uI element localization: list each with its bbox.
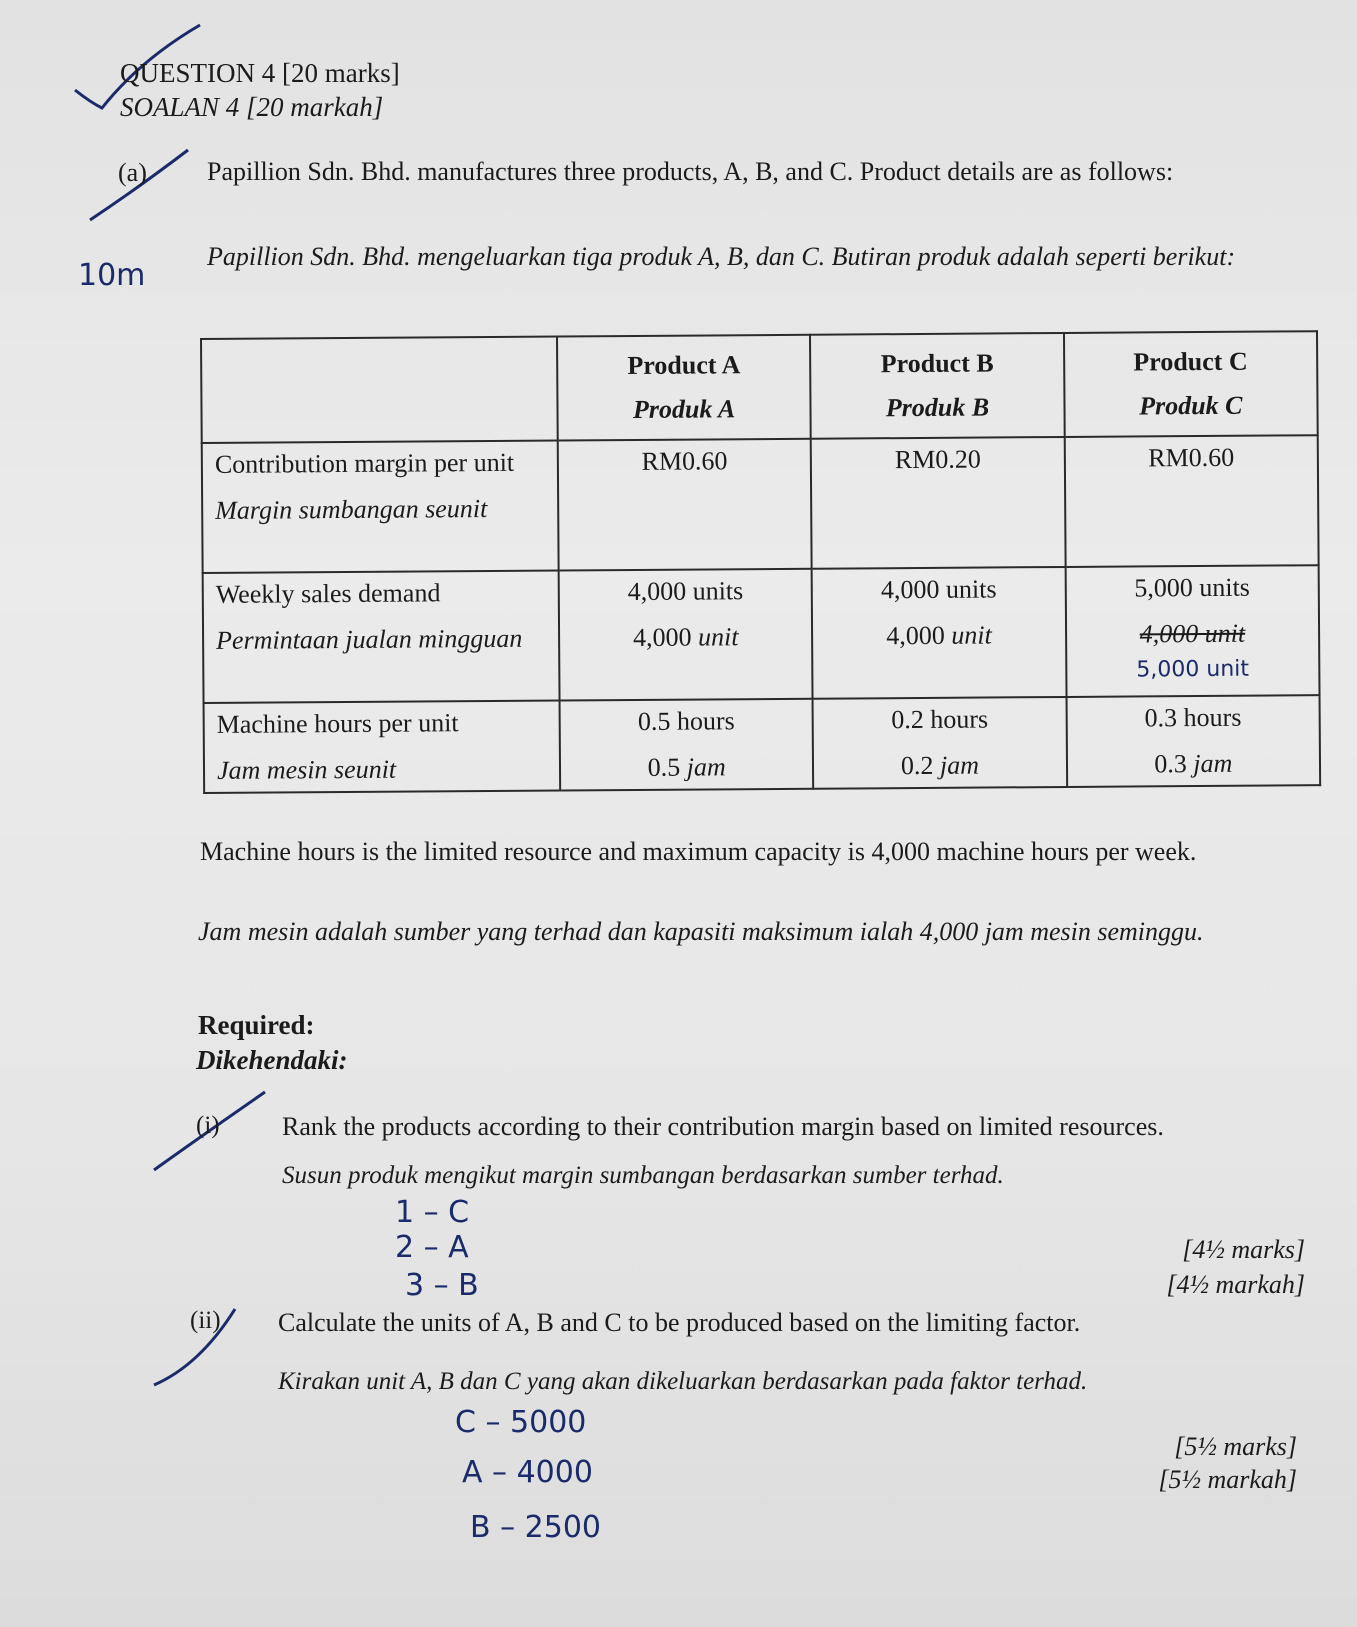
- row-label: Contribution margin per unit Margin sumbangan seunit: [202, 441, 559, 573]
- marks-label: [4½ marks]: [1182, 1235, 1305, 1264]
- column-header: Product A Produk A: [557, 335, 811, 441]
- handwritten-answer: 3 – B: [405, 1268, 479, 1303]
- required-heading: Required:: [198, 1010, 315, 1040]
- row-label: Machine hours per unit Jam mesin seunit: [204, 700, 561, 792]
- column-header: Product C Produk C: [1064, 331, 1318, 437]
- column-header: Product B Produk B: [810, 333, 1064, 439]
- table-cell: 4,000 units 4,000 unit: [812, 567, 1066, 699]
- table-cell: RM0.20: [811, 437, 1065, 569]
- question-i-malay: Susun produk mengikut margin sumbangan berdasarkan sumber terhad.: [282, 1162, 1004, 1189]
- table-cell: 0.5 hours 0.5 jam: [560, 699, 814, 791]
- table-cell: RM0.60: [558, 439, 812, 571]
- intro-english: Papillion Sdn. Bhd. manufactures three products, A, B, and C. Product details are as follows:: [207, 157, 1174, 186]
- handwritten-answer: B – 2500: [470, 1510, 602, 1545]
- marks-label-malay: [4½ markah]: [1166, 1270, 1305, 1299]
- table-corner-cell: [201, 337, 558, 443]
- marks-label-malay: [5½ markah]: [1158, 1465, 1297, 1494]
- table-header-row: [201, 331, 1318, 443]
- table-row: [204, 695, 1321, 793]
- handwritten-answer: 2 – A: [395, 1230, 469, 1265]
- table-cell: RM0.60: [1064, 435, 1318, 567]
- handwritten-correction: 5,000 unit: [1136, 656, 1250, 683]
- limiting-factor-malay: Jam mesin adalah sumber yang terhad dan kapasiti maksimum ialah 4,000 jam mesin seminggu.: [198, 917, 1204, 946]
- handwritten-marks: 10m: [78, 258, 146, 293]
- table-row: [203, 565, 1320, 703]
- sub-question-label: (i): [196, 1112, 220, 1139]
- limiting-factor-english: Machine hours is the limited resource and maximum capacity is 4,000 machine hours per week.: [200, 837, 1197, 866]
- question-ii-english: Calculate the units of A, B and C to be produced based on the limiting factor.: [278, 1308, 1081, 1337]
- handwritten-answer: 1 – C: [395, 1195, 470, 1230]
- sub-question-label: (ii): [190, 1307, 221, 1334]
- question-i-english: Rank the products according to their contribution margin based on limited resources.: [282, 1112, 1164, 1141]
- struck-value: 4,000 unit: [1139, 618, 1246, 649]
- marks-label: [5½ marks]: [1174, 1432, 1297, 1461]
- required-heading-malay: Dikehendaki:: [196, 1045, 348, 1075]
- question-title-malay: SOALAN 4 [20 markah]: [120, 92, 384, 122]
- table-cell: 0.3 hours 0.3 jam: [1066, 695, 1320, 787]
- handwritten-answer: A – 4000: [462, 1455, 593, 1490]
- part-a-label: (a): [118, 158, 147, 187]
- table-cell: 4,000 units 4,000 unit: [559, 569, 813, 701]
- question-title: QUESTION 4 [20 marks]: [120, 58, 400, 88]
- question-ii-malay: Kirakan unit A, B dan C yang akan dikeluarkan berdasarkan pada faktor terhad.: [278, 1368, 1088, 1395]
- table-row: [202, 435, 1319, 573]
- intro-malay: Papillion Sdn. Bhd. mengeluarkan tiga produk A, B, dan C. Butiran produk adalah seperti berikut:: [207, 242, 1236, 271]
- table-cell: 5,000 units 4,000 unit 5,000 unit: [1065, 565, 1319, 697]
- handwritten-answer: C – 5000: [455, 1405, 587, 1440]
- row-label: Weekly sales demand Permintaan jualan mingguan: [203, 571, 560, 703]
- product-table: [200, 330, 1321, 794]
- table-cell: 0.2 hours 0.2 jam: [813, 697, 1067, 789]
